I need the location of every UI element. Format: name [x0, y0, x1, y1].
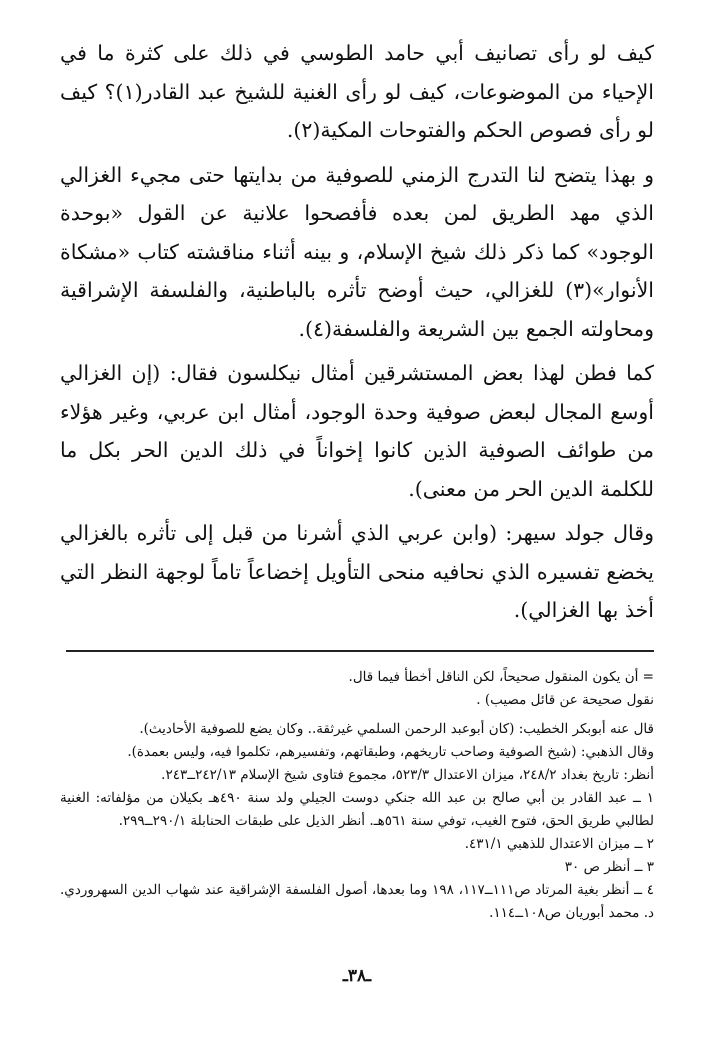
footnote-continuation-line: = أن يكون المنقول صحيحاً، لكن الناقل أخطأ فيما قال. — [348, 668, 654, 685]
footnotes — [60, 666, 654, 925]
body-paragraph-2: و بهذا يتضح لنا التدرج الزمني للصوفية من بدايتها حتى مجيء الغزالي الذي مهد الطريق لمن بعده فأفصحوا علانية عن القول «بوحدة الوجود» كما ذكر ذلك شيخ الإسلام، و بينه أثناء مناقشته كتاب «مشكاة الأنوار»(٣) للغزالي، حيث أوضح تأثره بالباطنية، والفلسفة الإشراقية ومحاولته الجمع بين الشريعة والفلسفة(٤). — [60, 162, 654, 341]
footnote-quote-line: قال عنه أبوبكر الخطيب: (كان أبوعبد الرحمن السلمي غيرثقة.. وكان يضع للصوفية الأحاديث). — [139, 720, 654, 737]
main-text — [60, 34, 654, 630]
footnote-1: ١ ــ عبد القادر بن أبي صالح بن عبد الله جنكي دوست الجيلي ولد سنة ٤٩٠هـ بكيلان من مؤلفاته: الغنية لطالبي طريق الحق، فتوح الغيب، توفي سنة ٥٦١هـ. أنظر الذيل على طبقات الحنابلة ٢٩٠/١ــ٢٩٩. — [60, 789, 654, 829]
footnote-quote-line: وقال الذهبي: (شيخ الصوفية وصاحب تاريخهم، وطبقاتهم، وتفسيرهم، تكلموا فيه، وليس بعمدة). — [127, 743, 654, 760]
footnote-continuation-line: نقول صحيحة عن قائل مصيب) . — [476, 691, 654, 708]
footnote-3: ٣ ــ أنظر ص ٣٠ — [564, 858, 654, 875]
footnote-4: ٤ ــ أنظر بغية المرتاد ص١١١ــ١١٧، ١٩٨ وما بعدها، أصول الفلسفة الإشراقية عند شهاب الدين السهروردي. د. محمد أبوريان ص١٠٨ــ١١٤. — [60, 881, 654, 921]
footnote-2: ٢ ــ ميزان الاعتدال للذهبي ٤٣١/١. — [464, 835, 654, 852]
footnote-divider — [66, 650, 654, 652]
body-paragraph-4: وقال جولد سيهر: (وابن عربي الذي أشرنا من قبل إلى تأثره بالغزالي يخضع تفسيره الذي نحافيه منحى التأويل إخضاعاً تاماً لوجهة النظر التي أخذ بها الغزالي). — [60, 521, 654, 622]
page-number: ـ٣٨ـ — [342, 966, 372, 986]
body-paragraph-3: كما فطن لهذا بعض المستشرقين أمثال نيكلسون فقال: (إن الغزالي أوسع المجال لبعض صوفية وحدة الوجود، أمثال ابن عربي، وغير هؤلاء من طوائف الصوفية الذين كانوا إخواناً في ذلك الدين الحر بكل ما للكلمة الدين الحر من معنى). — [60, 361, 654, 501]
footnote-reference-line: أنظر: تاريخ بغداد ٢٤٨/٢، ميزان الاعتدال ٥٢٣/٣، مجموع فتاوى شيخ الإسلام ٢٤٢/١٣ــ٢٤٣. — [161, 766, 654, 783]
body-paragraph-1: كيف لو رأى تصانيف أبي حامد الطوسي في ذلك على كثرة ما في الإحياء من الموضوعات، كيف لو رأى الغنية للشيخ عبد القادر(١)؟ كيف لو رأى فصوص الحكم والفتوحات المكية(٢). — [60, 41, 654, 142]
